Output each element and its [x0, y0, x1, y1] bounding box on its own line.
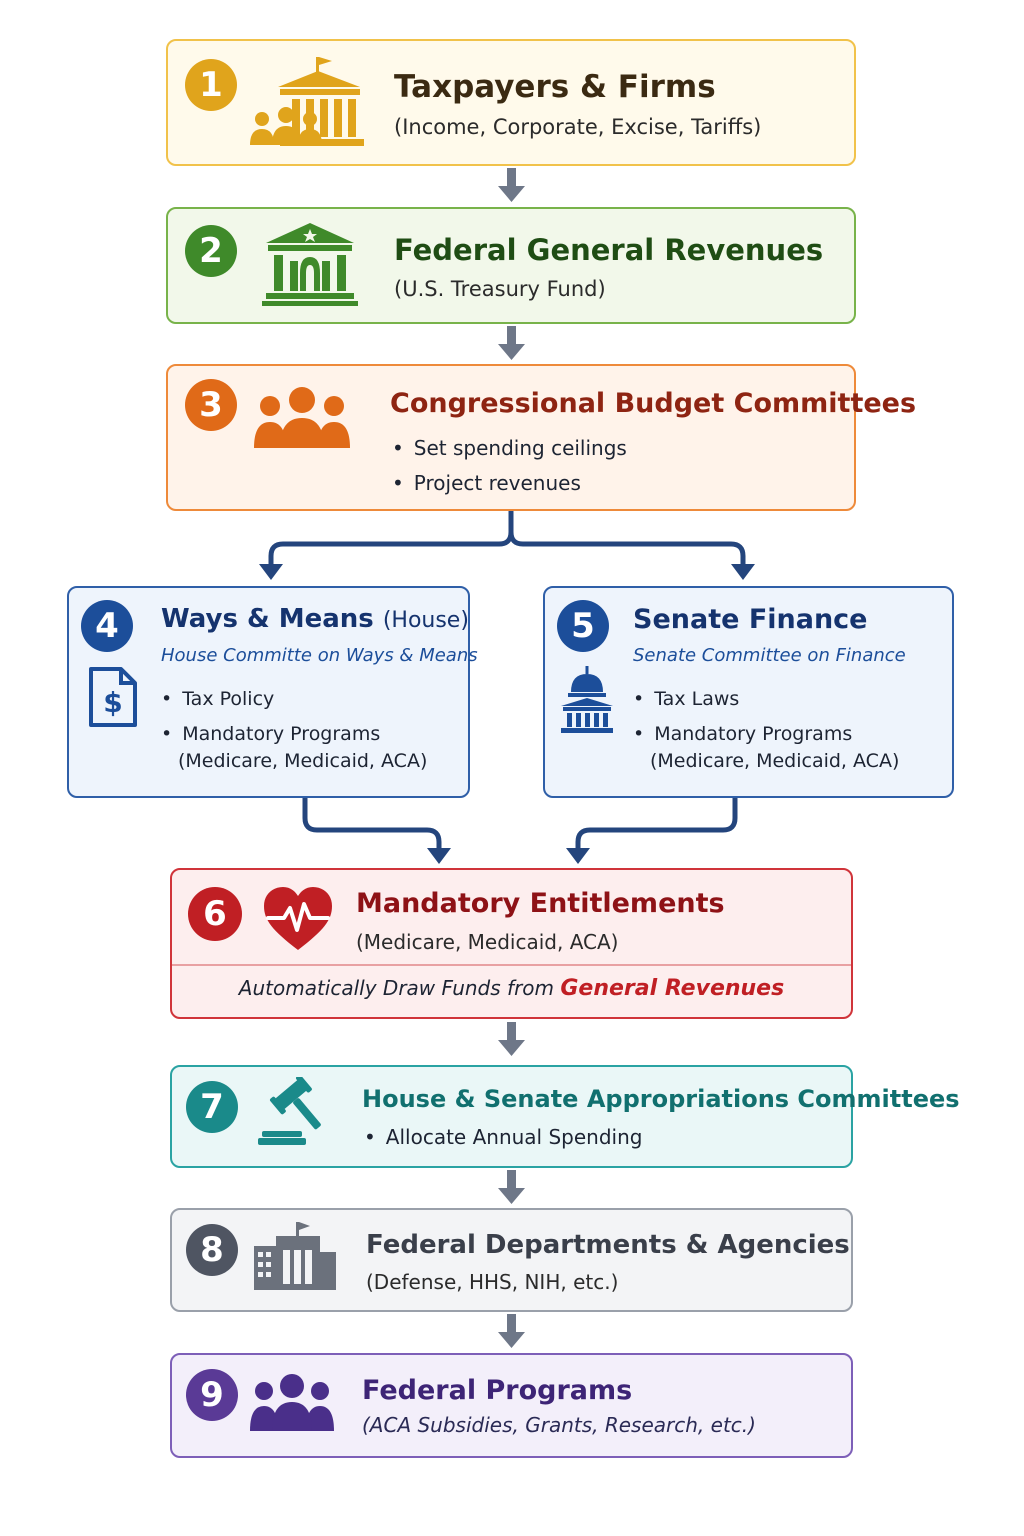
capitol-icon — [559, 666, 615, 738]
step-1-subtitle: (Income, Corporate, Excise, Tariffs) — [394, 115, 762, 139]
step-5-bullet-note: (Medicare, Medicaid, ACA) — [650, 750, 900, 772]
step-9-box — [170, 1353, 853, 1458]
step-6-badge: 6 — [188, 887, 242, 941]
dollar-document-icon — [87, 666, 139, 732]
step-5-box — [543, 586, 954, 798]
step-2-title: Federal General Revenues — [394, 233, 824, 267]
step-5-badge: 5 — [557, 600, 609, 652]
step-6-footer-highlight: General Revenues — [560, 976, 785, 1001]
step-9-subtitle: (ACA Subsidies, Grants, Research, etc.) — [362, 1413, 756, 1437]
step-5-title: Senate Finance — [633, 604, 868, 635]
step-3-title: Congressional Budget Committees — [390, 388, 917, 419]
step-1-title: Taxpayers & Firms — [394, 69, 716, 105]
bank-people-icon — [248, 55, 366, 154]
people-group-icon — [250, 1373, 334, 1437]
heartbeat-icon — [262, 886, 334, 956]
step-7-box — [170, 1065, 960, 1168]
step-5-bullet-1: • Tax Laws — [633, 688, 739, 710]
step-9-title: Federal Programs — [362, 1375, 633, 1406]
step-8-title: Federal Departments & Agencies — [366, 1230, 850, 1260]
step-4-title — [161, 604, 469, 634]
agency-building-icon — [252, 1222, 338, 1296]
step-8-badge: 8 — [186, 1224, 238, 1276]
step-4-subtitle: House Committe on Ways & Means — [161, 645, 478, 666]
step-3-badge: 3 — [185, 379, 237, 431]
step-8-box — [170, 1208, 853, 1312]
step-4-bullet-2: • Mandatory Programs — [161, 723, 380, 745]
step-3-box — [166, 364, 917, 511]
step-6-footer — [172, 976, 851, 1001]
step-5-subtitle: Senate Committee on Finance — [633, 645, 906, 666]
step-7-badge: 7 — [186, 1081, 238, 1133]
step-4-title-main: Ways & Means — [161, 604, 374, 634]
step-4-box — [67, 586, 478, 798]
step-2-badge: 2 — [185, 225, 237, 277]
step-4-bullet-note: (Medicare, Medicaid, ACA) — [178, 750, 428, 772]
step-9-badge: 9 — [186, 1369, 238, 1421]
treasury-icon — [262, 221, 358, 311]
step-6-title: Mandatory Entitlements — [356, 888, 725, 919]
step-4-badge: 4 — [81, 600, 133, 652]
step-5-bullet-2: • Mandatory Programs — [633, 723, 852, 745]
step-6-footer-prefix: Automatically Draw Funds from — [238, 976, 555, 1000]
step-1-box — [166, 39, 856, 166]
step-1-badge: 1 — [185, 59, 237, 111]
step-7-bullet-1: • Allocate Annual Spending — [364, 1125, 642, 1149]
gavel-icon — [258, 1077, 336, 1151]
people-group-icon — [254, 386, 350, 454]
step-6-box — [170, 868, 853, 1019]
step-7-title: House & Senate Appropriations Committees — [362, 1085, 960, 1113]
step-6-subtitle: (Medicare, Medicaid, ACA) — [356, 930, 619, 954]
svg-text:$: $ — [103, 686, 123, 719]
step-4-title-suffix: (House) — [382, 608, 469, 633]
step-2-box — [166, 207, 856, 324]
step-8-subtitle: (Defense, HHS, NIH, etc.) — [366, 1270, 619, 1294]
step-2-subtitle: (U.S. Treasury Fund) — [394, 277, 606, 301]
step-3-bullet-1: • Set spending ceilings — [392, 436, 627, 460]
step-3-bullet-2: • Project revenues — [392, 471, 581, 495]
step-6-divider — [172, 964, 851, 966]
step-4-bullet-1: • Tax Policy — [161, 688, 274, 710]
